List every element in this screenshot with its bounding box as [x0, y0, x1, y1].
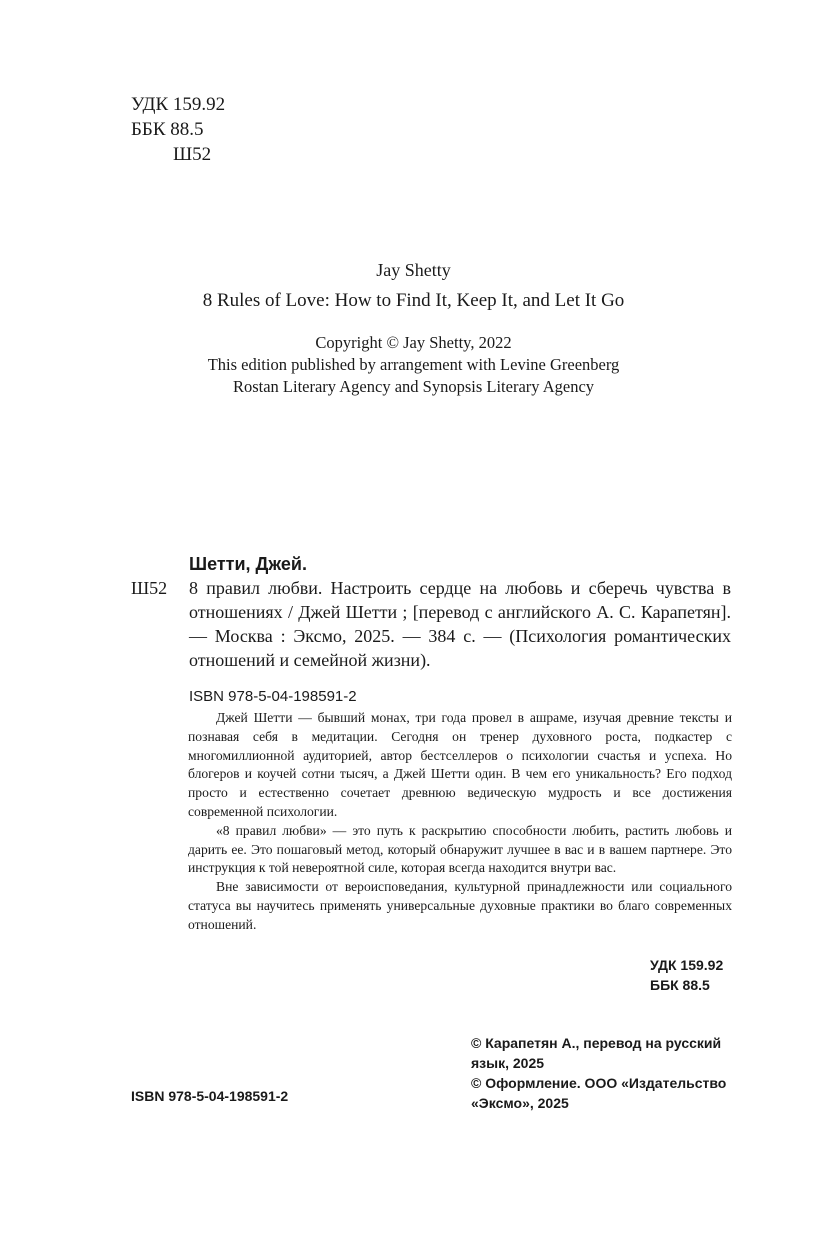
original-title: 8 Rules of Love: How to Find It, Keep It, and Let It Go	[202, 290, 625, 311]
bbk-code: ББК 88.5	[131, 119, 204, 140]
bottom-classification-codes	[650, 955, 723, 995]
edition-line-1: This edition published by arrangement with Levine Greenberg	[207, 355, 620, 374]
author-mark: Ш52	[173, 144, 212, 165]
original-author: Jay Shetty	[376, 260, 451, 280]
catalog-heading: Шетти, Джей.	[189, 554, 307, 574]
catalog-isbn: ISBN 978-5-04-198591-2	[189, 688, 357, 705]
annotation-paragraph-3: Вне зависимости от вероисповедания, культурной принадлежности или социального статуса вы научитесь применять универсальные духовные практики во благо современных отношений.	[188, 879, 732, 932]
catalog-entry	[131, 552, 731, 709]
classification-codes	[131, 92, 225, 167]
copyright-block	[0, 332, 827, 398]
annotation-paragraph-1: Джей Шетти — бывший монах, три года провел в ашраме, изучая древние тексты и познавая себя в медитации. Сегодня он тренер духовного роста, подкастер с многомиллионной аудиторией, автор бестселлеров о психологии счастья и успеха. Но блогеров и коучей сотни тысяч, а Джей Шетти один. В чем его уникальность? Его подход просто и естественно сочетает древнюю ведическую мудрость и все достижения современной психологии.	[188, 710, 732, 819]
bottom-udk-code: УДК 159.92	[650, 957, 724, 973]
edition-line-2: Rostan Literary Agency and Synopsis Literary Agency	[232, 377, 595, 396]
translation-copyright: © Карапетян А., перевод на русский язык, 2025	[471, 1035, 722, 1071]
bottom-bbk-code: ББК 88.5	[650, 977, 710, 993]
catalog-code: Ш52	[131, 578, 168, 598]
isbn-bottom: ISBN 978-5-04-198591-2	[131, 1088, 289, 1104]
annotation-paragraph-2: «8 правил любви» — это путь к раскрытию способности любить, растить любовь и дарить ее. Это пошаговый метод, который обнаружит лучшее в вас и в вашем партнере. Это инструкция к той невероятной силе, которая всегда находится внутри вас.	[188, 822, 732, 876]
copyright-notices	[471, 1033, 733, 1113]
catalog-description: 8 правил любви. Настроить сердце на любовь и сберечь чувства в отношениях / Джей Шетти ; [перевод с английского А. С. Карапетян]. — Москва : Эксмо, 2025. — 384 с. — (Психология романтических отношений и семейной жизни).	[189, 578, 731, 670]
design-copyright: © Оформление. ООО «Издательство «Эксмо», 2025	[471, 1075, 727, 1111]
copyright-line: Copyright © Jay Shetty, 2022	[315, 333, 512, 352]
annotation	[188, 709, 732, 935]
catalog-row	[131, 576, 731, 672]
udk-code: УДК 159.92	[131, 94, 226, 115]
